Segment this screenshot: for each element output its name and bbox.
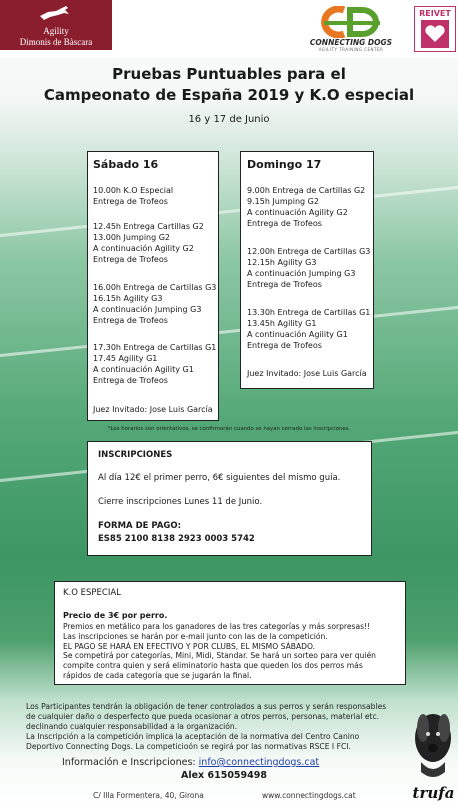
inscripciones-title: INSCRIPCIONES: [98, 450, 173, 460]
reivet-logo-text: REIVET: [419, 9, 451, 18]
la-trufa-logo: [411, 706, 456, 806]
ko-title: K.O ESPECIAL: [63, 588, 121, 598]
sabado-schedule-box: [87, 151, 219, 421]
participant-rules: Los Participantes tendrán la obligación de tener controlados a sus perros y serán responsables de cualquier daño o desperfecto que pueda ocasionar a otros perros, personas, material etc. declinando cualquier responsabilidad a la organización. La Inscripción a la competición implica la aceptación de la normativa del Centro Canino Deportivo Connecting Dogs. La competicioón se regirá por las normativas RSCE I FCI.: [26, 702, 387, 751]
heart-hand-icon: [421, 20, 449, 48]
event-date: 16 y 17 de Junio: [188, 114, 270, 125]
domingo-block-2: 12.00h Entrega de Cartillas G3 12.15h Agility G3 A continuación Jumping G3 Entrega de Trofeos: [247, 247, 371, 289]
agility-club-logo: [0, 0, 112, 50]
domingo-schedule-box: [240, 151, 374, 389]
sabado-block-1: 10.00h K.O Especial Entrega de Trofeos: [93, 186, 174, 206]
address: C/ Illa Formentera, 40, Girona: [93, 791, 204, 800]
contact-email-link[interactable]: info@connectingdogs.cat: [198, 757, 320, 768]
connecting-dogs-logo: [296, 6, 406, 54]
sabado-block-2: 12.45h Entrega Cartillas G2 13.00h Jumping G2 A continuación Agility G2 Entrega de Trofeos: [93, 222, 204, 264]
sabado-judge: Juez Invitado: Jose Luis García: [93, 405, 213, 414]
inscripciones-deadline: Cierre inscripciones Lunes 11 de Junio.: [98, 497, 263, 507]
inscripciones-price: Al día 12€ el primer perro, 6€ siguientes del mismo guía.: [98, 473, 341, 483]
trufa-logo-text: trufa: [412, 784, 455, 802]
ko-details: Premios en metálico para los ganadores de las tres categorías y más sorpresas!! Las inscripciones se harán por e-mail junto con las de la competición. EL PAGO SE HARÁ EN EFECTIVO Y POR CLUBS, EL MISMO SÁBADO. Se competirá por categorías, Mini, Midi, Standar. Se hará un sorteo para ver quién compite contra quien y será eliminatorio hasta que queden los dos perros más rápidos de cada categoría que se jugarán la final.: [63, 622, 376, 680]
cd-logo-subtitle: AGILITY TRAINING CENTER: [318, 47, 384, 52]
page-title: [0, 64, 458, 106]
ko-price: Precio de 3€ por perro.: [63, 611, 168, 620]
payment-label: FORMA DE PAGO:: [98, 521, 182, 531]
contact-phone: Alex 615059498: [181, 770, 267, 781]
ko-especial-box: [54, 581, 406, 685]
contact-line: [62, 757, 319, 768]
domingo-judge: Juez Invitado: Jose Luis García: [247, 369, 367, 378]
inscripciones-box: [87, 441, 372, 556]
field-line: [0, 182, 458, 241]
cd-logo-name: CONNECTING DOGS: [309, 38, 393, 47]
title-line1: Pruebas Puntuables para el: [112, 65, 346, 83]
title-line2: Campeonato de España 2019 y K.O especial: [43, 86, 415, 104]
dog-head-icon: [411, 706, 456, 786]
reivet-logo: [414, 6, 456, 52]
payment-iban: ES85 2100 8138 2923 0003 5742: [98, 534, 255, 544]
logo-bar: [0, 0, 458, 58]
schedule-note: *Los horarios son orientativos, se confirmarán cuando se hayan cerrado las inscripciones.: [107, 426, 351, 432]
field-line: [0, 302, 458, 361]
domingo-block-3: 13.30h Entrega de Cartillas G1 13.45h Agility G1 A continuación Agility G1 Entrega de Trofeos: [247, 308, 371, 350]
cd-mark-icon: [314, 6, 388, 38]
agility-logo-line1: Agility: [43, 26, 69, 36]
agility-logo-line2: Dimonis de Bàscara: [19, 37, 93, 47]
domingo-title: Domingo 17: [247, 158, 322, 171]
website: www.connectingdogs.cat: [262, 791, 356, 800]
sabado-block-4: 17.30h Entrega de Cartillas G1 17.45 Agility G1 A continuación Agility G1 Entrega de Trofeos: [93, 343, 217, 385]
contact-label: Información e Inscripciones:: [62, 757, 196, 768]
jumping-dog-icon: [38, 4, 74, 22]
domingo-block-1: 9.00h Entrega de Cartillas G2 9.15h Jumping G2 A continuación Agility G2 Entrega de Trofeos: [247, 186, 366, 228]
sabado-title: Sábado 16: [93, 158, 159, 171]
sabado-block-3: 16.00h Entrega de Cartillas G3 16.15h Agility G3 A continuación Jumping G3 Entrega de Trofeos: [93, 283, 217, 325]
